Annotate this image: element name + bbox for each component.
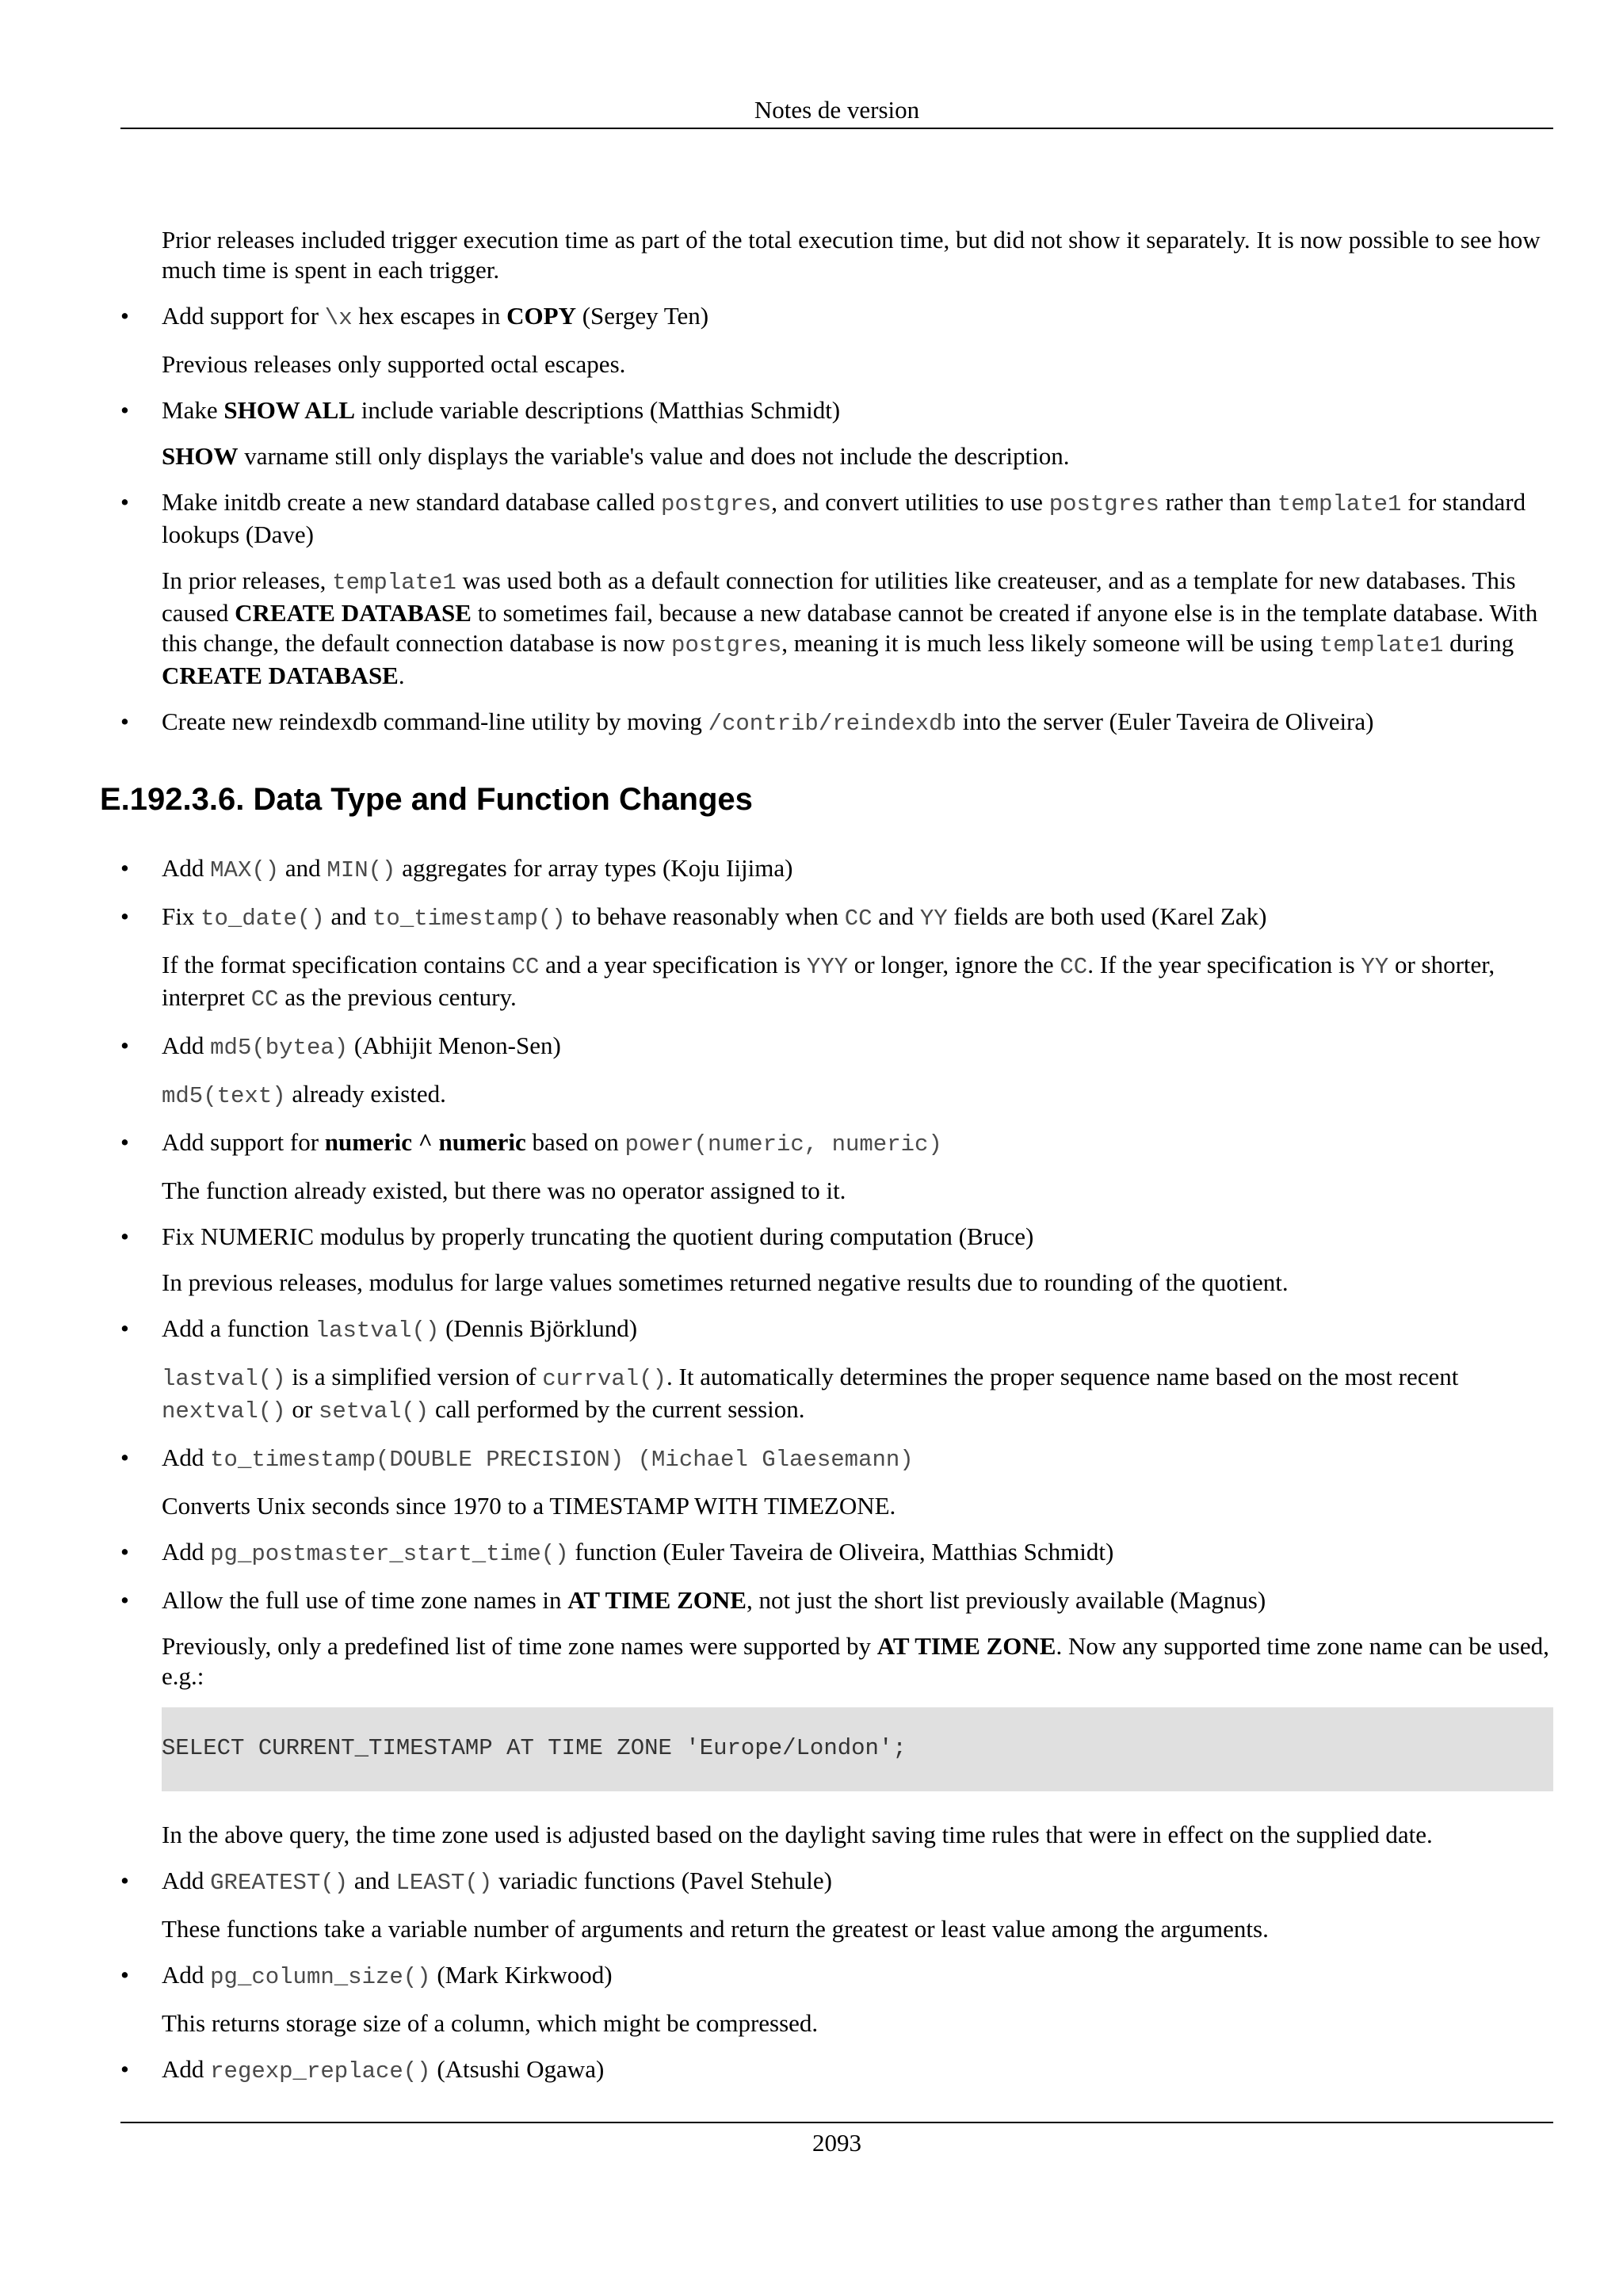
list-item: • Add to_timestamp(DOUBLE PRECISION) (Michael Glaesemann)	[120, 1444, 914, 1473]
bullet: •	[120, 302, 129, 330]
bullet: •	[120, 1586, 129, 1614]
item-note: md5(text) already existed.	[162, 1080, 446, 1109]
list-item: • Add GREATEST() and LEAST() variadic functions (Pavel Stehule)	[120, 1867, 832, 1896]
item-note: In the above query, the time zone used is adjusted based on the daylight saving time rules that were in effect on the supplied date.	[162, 1821, 1433, 1848]
list-item: • Add pg_column_size() (Mark Kirkwood)	[120, 1961, 613, 1990]
item-note: Previously, only a predefined list of time zone names were supported by AT TIME ZONE. Now any supported time zone name can be used, e.g.:	[162, 1632, 1549, 1690]
code-block: SELECT CURRENT_TIMESTAMP AT TIME ZONE 'Europe/London';	[162, 1707, 1553, 1791]
inline-code: \x	[324, 305, 353, 331]
item-note: lastval() is a simplified version of currval(). It automatically determines the proper sequence name based on the most recent nextval() or setval() call performed by the current session.	[162, 1363, 1459, 1425]
list-item: • Add support for \x hex escapes in COPY (Sergey Ten)	[120, 302, 709, 331]
item-note: If the format specification contains CC and a year specification is YYY or longer, ignore the CC. If the year specification is YY or shorter, interpret CC as the previous century.	[162, 951, 1495, 1013]
item-note: SHOW varname still only displays the variable's value and does not include the description.	[162, 442, 1070, 470]
bullet: •	[120, 854, 129, 882]
list-item: • Add support for numeric ^ numeric based on power(numeric, numeric)	[120, 1128, 942, 1158]
bullet: •	[120, 488, 129, 516]
footer-rule	[120, 2122, 1553, 2123]
command-name: SHOW ALL	[223, 396, 356, 424]
item-note: Previous releases only supported octal escapes.	[162, 350, 626, 378]
page-content	[100, 225, 1553, 2103]
list-item: • Add MAX() and MIN() aggregates for array types (Koju Iijima)	[120, 854, 793, 883]
intro-paragraph: Prior releases included trigger execution time as part of the total execution time, but did not show it separately. It is now possible to see how much time is spent in each trigger.	[162, 226, 1541, 284]
list-item: • Make SHOW ALL include variable descriptions (Matthias Schmidt)	[120, 396, 841, 424]
bullet: •	[120, 1961, 129, 1989]
bullet: •	[120, 707, 129, 735]
bullet: •	[120, 1314, 129, 1342]
page-number: 2093	[812, 2129, 861, 2157]
section-heading: E.192.3.6. Data Type and Function Changes	[100, 782, 753, 817]
bullet: •	[120, 1444, 129, 1471]
list-item: • Add regexp_replace() (Atsushi Ogawa)	[120, 2055, 605, 2084]
command-name: COPY	[506, 302, 576, 330]
bullet: •	[120, 2055, 129, 2083]
list-item: • Add md5(bytea) (Abhijit Menon-Sen)	[120, 1032, 561, 1061]
bullet: •	[120, 1128, 129, 1156]
list-item: • Make initdb create a new standard database called postgres, and convert utilities to use postgres rather than template1 for standard lookups (Dave)	[120, 488, 1526, 548]
list-item: • Fix to_date() and to_timestamp() to behave reasonably when CC and YY fields are both used (Karel Zak)	[120, 902, 1267, 932]
bullet: •	[120, 396, 129, 424]
page-header: Notes de version	[754, 96, 920, 124]
list-item: • Create new reindexdb command-line utility by moving /contrib/reindexdb into the server (Euler Taveira de Oliveira)	[120, 707, 1374, 737]
item-note: In prior releases, template1 was used both as a default connection for utilities like createuser, and as a template for new databases. This caused CREATE DATABASE to sometimes fail, because a new database cannot be created if anyone else is in the template database. With this change, the default connection database is now postgres, meaning it is much less likely someone will be using template1 during CREATE DATABASE.	[162, 566, 1538, 689]
bullet: •	[120, 1538, 129, 1566]
item-note: These functions take a variable number of arguments and return the greatest or least value among the arguments.	[162, 1915, 1269, 1943]
list-item: • Allow the full use of time zone names in AT TIME ZONE, not just the short list previously available (Magnus)	[120, 1586, 1266, 1614]
item-note: Converts Unix seconds since 1970 to a TIMESTAMP WITH TIMEZONE.	[162, 1492, 896, 1520]
bullet: •	[120, 1032, 129, 1059]
item-note: The function already existed, but there was no operator assigned to it.	[162, 1177, 846, 1204]
bullet: •	[120, 1867, 129, 1894]
item-note: This returns storage size of a column, which might be compressed.	[162, 2009, 819, 2037]
item-note: In previous releases, modulus for large values sometimes returned negative results due to rounding of the quotient.	[162, 1268, 1289, 1296]
list-item: • Add a function lastval() (Dennis Björklund)	[120, 1314, 638, 1344]
list-item: • Add pg_postmaster_start_time() function (Euler Taveira de Oliveira, Matthias Schmidt)	[120, 1538, 1114, 1567]
bullet: •	[120, 1222, 129, 1250]
header-rule	[120, 128, 1553, 129]
list-item: • Fix NUMERIC modulus by properly truncating the quotient during computation (Bruce)	[120, 1222, 1034, 1250]
bullet: •	[120, 902, 129, 930]
